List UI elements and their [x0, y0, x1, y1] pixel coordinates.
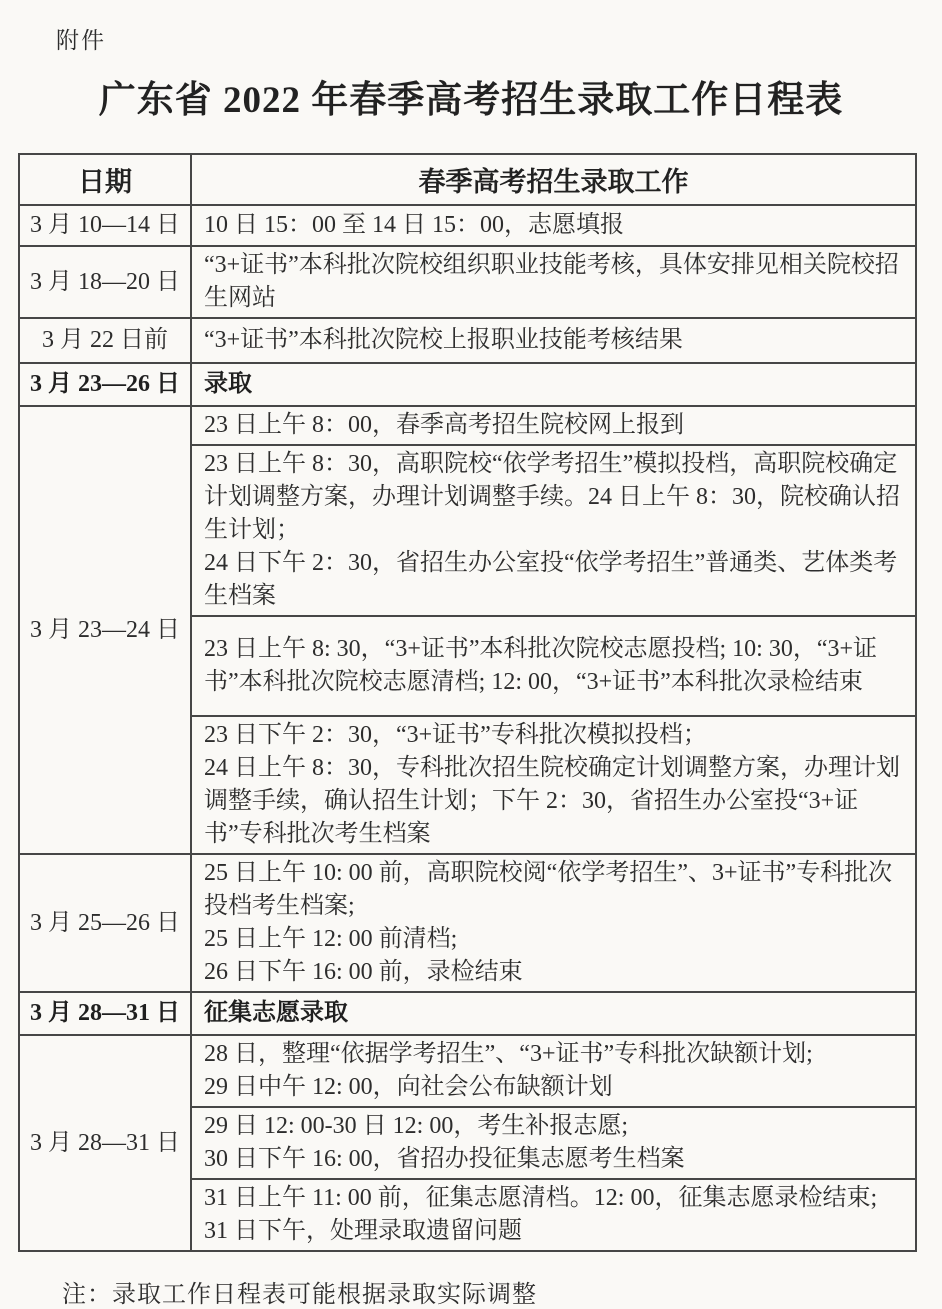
- paragraph: 25 日上午 12: 00 前清档;: [204, 926, 458, 952]
- work-cell: [191, 205, 916, 246]
- work-cell: [191, 445, 916, 616]
- date-cell: 3 月 10—14 日: [19, 205, 191, 246]
- work-cell: [191, 854, 916, 992]
- date-cell-mar23-24: 3 月 23—24 日: [19, 406, 191, 854]
- table-row-mar28-31-sub1: [19, 1035, 916, 1107]
- paragraph: 23 日上午 8：30，高职院校“依学考招生”模拟投档，高职院校确定计划调整方案，办理计划调整手续。24 日上午 8：30，院校确认招生计划；: [204, 451, 900, 543]
- schedule-table: [18, 153, 917, 1252]
- table-row-mar10-14: [19, 205, 916, 246]
- header-date-column: 日期: [19, 154, 191, 205]
- paragraph: 29 日中午 12: 00，向社会公布缺额计划: [204, 1074, 613, 1100]
- work-cell: [191, 716, 916, 854]
- date-cell: 3 月 22 日前: [19, 318, 191, 363]
- date-cell: 3 月 25—26 日: [19, 854, 191, 992]
- table-row-mar18-20: [19, 246, 916, 318]
- table-row-mar25-26: [19, 854, 916, 992]
- paragraph: 24 日上午 8：30，专科批次招生院校确定计划调整方案，办理计划调整手续，确认招生计划；下午 2：30，省招生办公室投“3+证书”专科批次考生档案: [204, 755, 900, 847]
- paragraph: 31 日上午 11: 00 前，征集志愿清档。12: 00，征集志愿录检结束;: [204, 1185, 878, 1211]
- paragraph: 23 日上午 8：00，春季高考招生院校网上报到: [204, 412, 684, 438]
- paragraph: 28 日，整理“依据学考招生”、“3+证书”专科批次缺额计划;: [204, 1041, 813, 1067]
- paragraph: 26 日下午 16: 00 前，录检结束: [204, 959, 523, 985]
- paragraph: 31 日下午，处理录取遗留问题: [204, 1218, 522, 1244]
- paragraph: 24 日下午 2：30，省招生办公室投“依学考招生”普通类、艺体类考生档案: [204, 550, 898, 609]
- section-row-luqu: [19, 363, 916, 406]
- work-cell: [191, 1107, 916, 1179]
- date-cell-mar28-31: 3 月 28—31 日: [19, 1035, 191, 1251]
- work-cell: [191, 246, 916, 318]
- attachment-label: 附件: [56, 28, 106, 53]
- work-cell: [191, 1179, 916, 1251]
- paragraph: 23 日下午 2：30，“3+证书”专科批次模拟投档；: [204, 722, 707, 748]
- table-row-mar23-24-sub1: [19, 406, 916, 445]
- table-row-mar22: [19, 318, 916, 363]
- work-cell: [191, 616, 916, 716]
- paragraph: “3+证书”本科批次院校组织职业技能考核，具体安排见相关院校招生网站: [204, 252, 899, 311]
- section-title-cell: 录取: [191, 363, 916, 406]
- header-work-column: 春季高考招生录取工作: [191, 154, 916, 205]
- section-row-zhengji: [19, 992, 916, 1035]
- paragraph: 29 日 12: 00-30 日 12: 00，考生补报志愿;: [204, 1113, 628, 1139]
- date-cell: 3 月 28—31 日: [19, 992, 191, 1035]
- page-title: 广东省 2022 年春季高考招生录取工作日程表: [98, 80, 844, 121]
- section-title-cell: 征集志愿录取: [191, 992, 916, 1035]
- paragraph: 10 日 15：00 至 14 日 15：00，志愿填报: [204, 212, 624, 238]
- paragraph: 25 日上午 10: 00 前，高职院校阅“依学考招生”、3+证书”专科批次投档考生档案;: [204, 860, 893, 919]
- paragraph: 30 日下午 16: 00，省招办投征集志愿考生档案: [204, 1146, 685, 1172]
- table-header-row: [19, 154, 916, 205]
- work-cell: [191, 318, 916, 363]
- work-cell: [191, 1035, 916, 1107]
- footnote: 注：录取工作日程表可能根据录取实际调整: [62, 1282, 537, 1308]
- date-cell: 3 月 18—20 日: [19, 246, 191, 318]
- work-cell: [191, 406, 916, 445]
- paragraph: “3+证书”本科批次院校上报职业技能考核结果: [204, 327, 683, 353]
- date-cell: 3 月 23—26 日: [19, 363, 191, 406]
- paragraph: 23 日上午 8: 30，“3+证书”本科批次院校志愿投档; 10: 30，“3+证书”本科批次院校志愿清档; 12: 00，“3+证书”本科批次录检结束: [204, 636, 878, 695]
